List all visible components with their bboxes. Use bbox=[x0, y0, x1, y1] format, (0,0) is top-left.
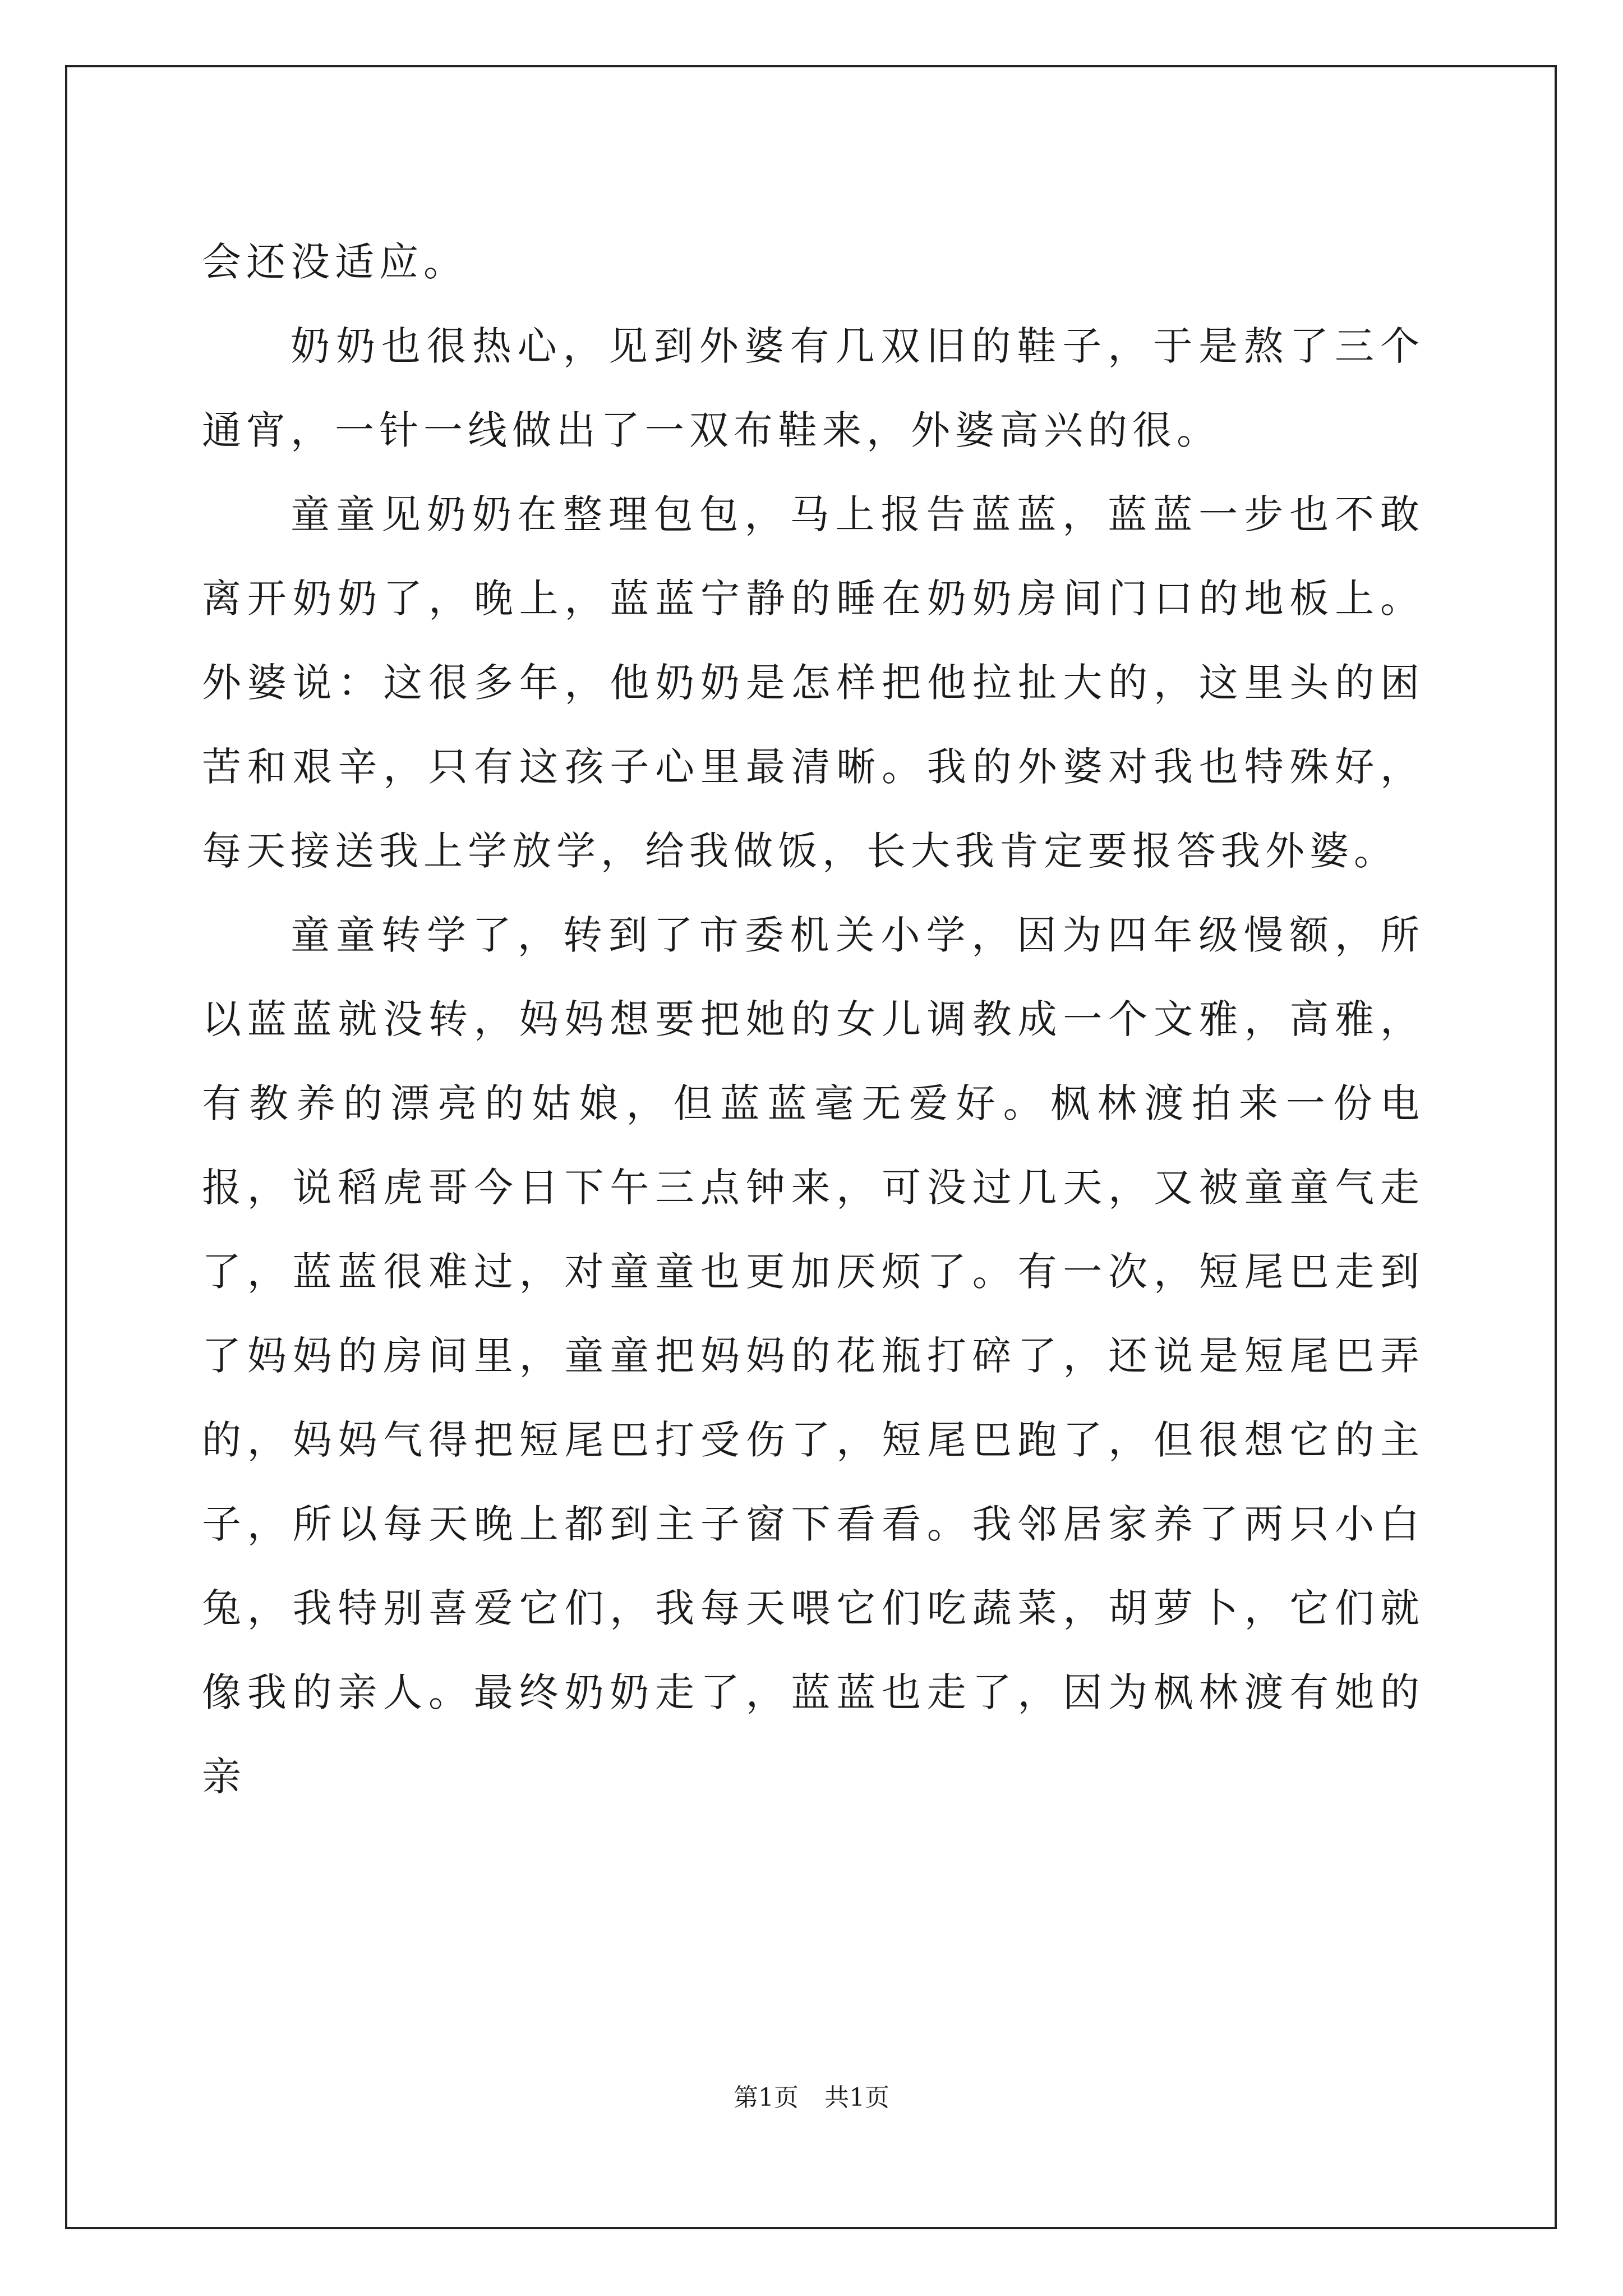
paragraph-2: 奶奶也很热心，见到外婆有几双旧的鞋子，于是熬了三个通宵，一针一线做出了一双布鞋来，外婆高兴的很。 bbox=[202, 323, 1424, 453]
page-total: 共1页 bbox=[824, 2083, 889, 2112]
paragraph-3: 童童见奶奶在整理包包，马上报告蓝蓝，蓝蓝一步也不敢离开奶奶了，晚上，蓝蓝宁静的睡在奶奶房间门口的地板上。外婆说：这很多年，他奶奶是怎样把他拉扯大的，这里头的困苦和艰辛，只有这孩子心里最清晰。我的外婆对我也特殊好，每天接送我上学放学，给我做饭，长大我肯定要报答我外婆。 bbox=[202, 491, 1424, 874]
paragraph-4: 童童转学了，转到了市委机关小学，因为四年级慢额，所以蓝蓝就没转，妈妈想要把她的女儿调教成一个文雅，高雅，有教养的漂亮的姑娘，但蓝蓝毫无爱好。枫林渡拍来一份电报，说稻虎哥今日下午三点钟来，可没过几天，又被童童气走了，蓝蓝很难过，对童童也更加厌烦了。有一次，短尾巴走到了妈妈的房间里，童童把妈妈的花瓶打碎了，还说是短尾巴弄的，妈妈气得把短尾巴打受伤了，短尾巴跑了，但很想它的主子，所以每天晚上都到主子窗下看看。我邻居家养了两只小白兔，我特别喜爱它们，我每天喂它们吃蔬菜，胡萝卜，它们就像我的亲人。最终奶奶走了，蓝蓝也走了，因为枫林渡有她的亲 bbox=[202, 912, 1424, 1800]
page-footer bbox=[0, 2081, 1623, 2115]
paragraph-1: 会还没适应。 bbox=[202, 239, 468, 285]
document-body bbox=[202, 220, 1424, 1819]
page-number: 第1页 bbox=[734, 2083, 799, 2112]
